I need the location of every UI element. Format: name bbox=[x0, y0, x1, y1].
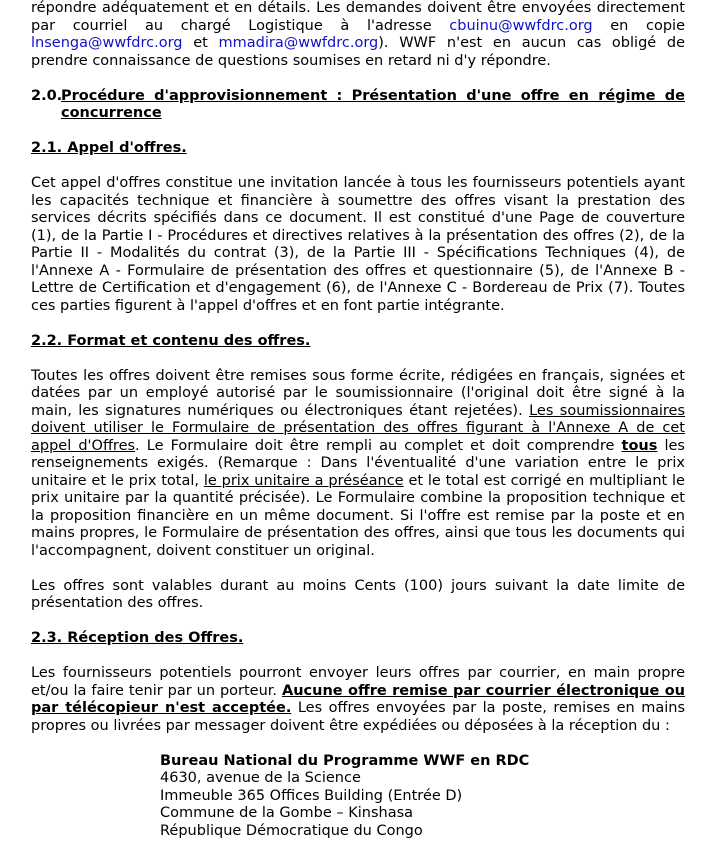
body-text: les renseignements exigés. (Remarque : Dans l'éventualité d'une variation entre le prix unitaire et le prix total, bbox=[31, 437, 685, 489]
spacer bbox=[31, 70, 685, 88]
section-title: Procédure d'approvisionnement : Présentation d'une offre en régime de concurrence bbox=[61, 87, 685, 121]
email-link-mmadira[interactable]: mmadira@wwfdrc.org bbox=[218, 35, 379, 51]
intro-paragraph bbox=[31, 0, 685, 70]
section-2-3-heading bbox=[31, 630, 685, 648]
body-text: et le total est corrigé en multipliant le prix unitaire par la quantité précisée). Le Formulaire combine la proposition technique et la proposition financière en un même document. Si l'offre est remise par la poste et en mains propres, le Formulaire de présentation des offres, ainsi que tous les documents qui l'accompagnent, doivent constituer un original. bbox=[31, 472, 685, 559]
intro-text: et bbox=[182, 35, 219, 51]
section-2-0-heading bbox=[31, 88, 685, 123]
body-text: Les offres envoyées par la poste, remises en mains propres ou livrées par messager doivent être expédiées ou déposées à la réception du : bbox=[31, 700, 685, 734]
address-line: 4630, avenue de la Science bbox=[160, 770, 361, 786]
spacer bbox=[31, 123, 685, 141]
intro-text: en copie bbox=[592, 17, 686, 34]
body-text: Toutes les offres doivent être remises sous forme écrite, rédigées en français, signées et datées par un employé autorisé par le soumissionnaire (l'original doit être signé à la main, les signatures numériques ou électroniques étant rejetées). bbox=[31, 367, 685, 419]
spacer bbox=[31, 648, 685, 666]
section-2-3-paragraph bbox=[31, 665, 685, 735]
section-2-1-body: Cet appel d'offres constitue une invitation lancée à tous les fournisseurs potentiels ayant les capacités technique et financière à soumettre des offres visant la prestation des services décrits spécifiés dans ce document. Il est constitué d'une Page de couverture (1), de la Partie I - Procédures et directives relatives à la présentation des offres (2), de la Partie II - Modalités du contrat (3), de la Partie III - Spécifications Techniques (4), de l'Annexe A - Formulaire de présentation des offres et questionnaire (5), de l'Annexe B - Lettre de Certification et d'engagement (6), de l'Annexe C - Bordereau de Prix (7). Toutes ces parties figurent à l'appel d'offres et en font partie intégrante. bbox=[31, 175, 685, 314]
section-title: 2.2. Format et contenu des offres. bbox=[31, 332, 311, 349]
section-2-1-heading bbox=[31, 140, 685, 158]
section-number: 2.0. bbox=[31, 87, 63, 104]
section-title: 2.1. Appel d'offres. bbox=[31, 140, 187, 156]
spacer bbox=[31, 735, 685, 753]
spacer bbox=[31, 560, 685, 578]
email-link-cbuinu[interactable]: cbuinu@wwfdrc.org bbox=[449, 17, 593, 34]
underlined-text: Les soumissionnaires doivent utiliser le Formulaire de présentation des offres figurant à l'Annexe A de cet appel d'Offres bbox=[31, 402, 685, 454]
section-title: 2.3. Réception des Offres. bbox=[31, 630, 244, 646]
underlined-text: le prix unitaire a préséance bbox=[203, 472, 404, 489]
section-2-2-paragraph-1 bbox=[31, 368, 685, 561]
address-line: République Démocratique du Congo bbox=[160, 822, 423, 839]
spacer bbox=[31, 613, 685, 631]
address-organization: Bureau National du Programme WWF en RDC bbox=[160, 752, 530, 769]
body-text: . Le Formulaire doit être rempli au complet et doit comprendre bbox=[135, 437, 622, 454]
postal-address bbox=[160, 753, 685, 841]
section-2-2-paragraph-2: Les offres sont valables durant au moins Cents (100) jours suivant la date limite de présentation des offres. bbox=[31, 577, 685, 611]
intro-text: répondre adéquatement et en détails. Les demandes doivent être envoyées directement par courriel au chargé Logistique à l'adresse bbox=[31, 0, 685, 34]
document-page bbox=[31, 0, 685, 840]
address-line: Immeuble 365 Offices Building (Entrée D) bbox=[160, 787, 463, 804]
spacer bbox=[31, 315, 685, 333]
section-2-2-heading bbox=[31, 333, 685, 351]
body-text: Les fournisseurs potentiels pourront envoyer leurs offres par courrier, en main propre et/ou la faire tenir par un porteur. bbox=[31, 665, 685, 699]
emphasis-text: Aucune offre remise par courrier électronique ou par télécopieur n'est acceptée. bbox=[31, 682, 685, 716]
intro-text: ). WWF n'est en aucun cas obligé de prendre connaissance de questions soumises en retard ni d'y répondre. bbox=[31, 35, 685, 69]
email-link-lnsenga[interactable]: lnsenga@wwfdrc.org bbox=[31, 35, 183, 51]
emphasis-text: tous bbox=[621, 437, 658, 454]
address-line: Commune de la Gombe – Kinshasa bbox=[160, 805, 414, 821]
spacer bbox=[31, 158, 685, 176]
spacer bbox=[31, 350, 685, 368]
